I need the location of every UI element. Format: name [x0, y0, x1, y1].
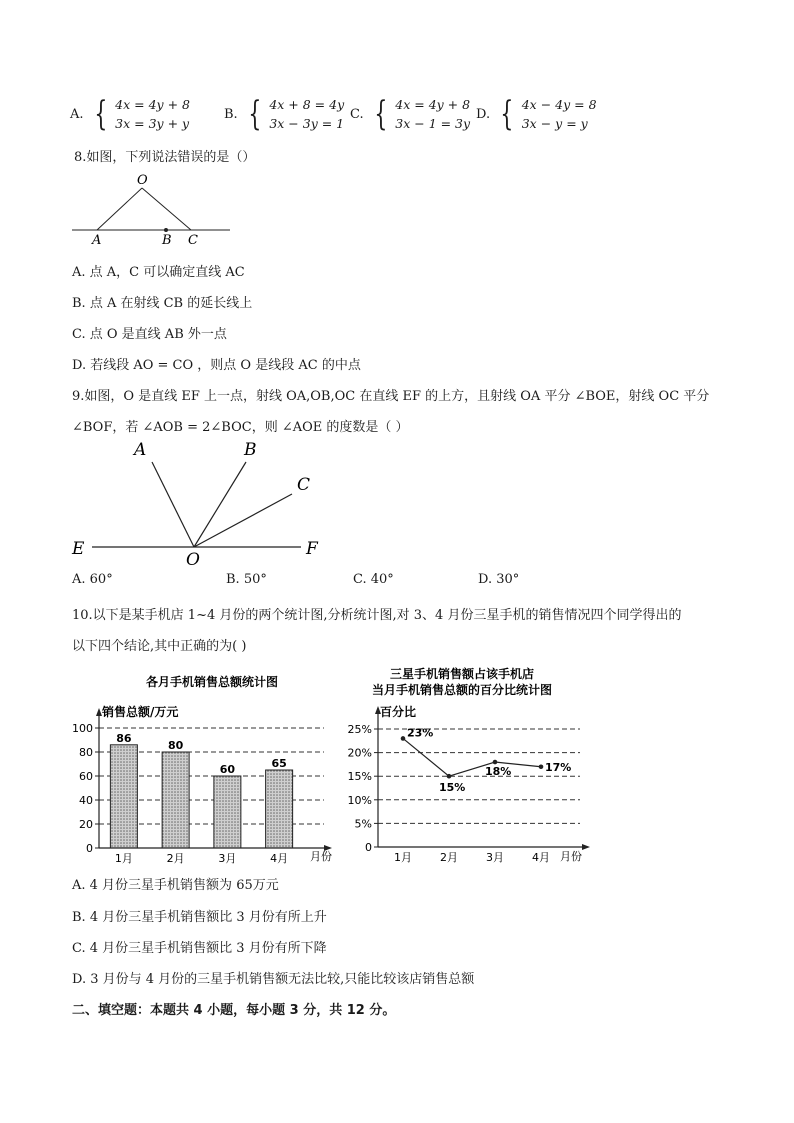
label-c: C — [297, 475, 311, 495]
line-chart-ylabel: 百分比 — [380, 705, 417, 719]
q9-figure — [68, 436, 338, 570]
q10-option-d: D. 3 月份与 4 月份的三星手机销售额无法比较,只能比较该店销售总额 — [72, 972, 475, 987]
label-f: F — [306, 539, 318, 559]
q7-c-eq2: 3x − 1 = 3y — [395, 116, 471, 131]
q10-option-b: B. 4 月份三星手机销售额比 3 月份有所上升 — [72, 910, 327, 925]
line-chart-y-tick-label: 20% — [347, 746, 372, 760]
line-chart-y-tick-label: 25% — [347, 723, 372, 736]
segment-ao — [97, 188, 142, 230]
q9-option-b: B. 50° — [226, 572, 267, 587]
line-chart-y-tick-label: 5% — [354, 817, 372, 831]
line-chart-point — [493, 760, 498, 765]
q7-option-b — [224, 95, 344, 133]
q7-c-eq1: 4x = 4y + 8 — [395, 97, 471, 112]
q7-a-eq2: 3x = 3y + y — [115, 116, 190, 131]
q9-option-c: C. 40° — [353, 572, 394, 587]
line-chart-y-tick-label: 15% — [347, 770, 372, 784]
bar-chart-bar — [214, 776, 241, 848]
ray-oc — [194, 494, 292, 547]
q9-option-d: D. 30° — [478, 572, 520, 587]
line-chart-y-tick-label: 10% — [347, 793, 372, 807]
line-chart-value-label: 18% — [485, 765, 512, 779]
line-chart-value-label: 17% — [545, 760, 572, 774]
bar-chart-value-label: 65 — [271, 757, 287, 770]
ray-oa — [152, 462, 194, 547]
q8-option-a: A. 点 A，C 可以确定直线 AC — [72, 265, 245, 280]
bar-chart-x-tick-label: 1月 — [114, 852, 133, 865]
line-chart-series-line — [403, 738, 541, 779]
line-chart-x-tick-label: 4月 — [532, 851, 550, 864]
label-a: A — [134, 440, 147, 460]
q7-option-b-label: B. — [224, 106, 238, 122]
line-chart-x-arrow — [582, 844, 590, 850]
bar-chart-x-tick-label: 4月 — [270, 852, 289, 865]
bar-chart-value-label: 86 — [116, 731, 132, 745]
line-chart-value-label: 15% — [439, 781, 466, 795]
brace-symbol: { — [248, 94, 261, 134]
q7-b-eq2: 3x − 3y = 1 — [269, 116, 345, 131]
q10-option-a: A. 4 月份三星手机销售额为 65万元 — [72, 878, 279, 893]
bar-chart-xlabel: 月份 — [310, 850, 332, 863]
brace-symbol: { — [93, 94, 107, 134]
q7-option-d — [476, 95, 597, 133]
line-chart-y-tick-label: 0 — [365, 841, 372, 854]
section-2-heading: 二、填空题：本题共 4 小题，每小题 3 分，共 12 分。 — [72, 1003, 396, 1018]
line-chart-value-label: 23% — [407, 726, 434, 740]
q9-option-a: A. 60° — [72, 572, 113, 587]
label-a: A — [92, 233, 102, 248]
q7-option-c-label: C. — [350, 106, 364, 122]
ray-ob — [194, 462, 246, 547]
bar-chart — [66, 668, 346, 868]
q7-a-eq1: 4x = 4y + 8 — [115, 97, 190, 112]
line-chart-xlabel: 月份 — [560, 850, 582, 863]
brace-symbol: { — [373, 94, 387, 134]
q9-stem-line1: 9.如图，O 是直线 EF 上一点，射线 OA,OB,OC 在直线 EF 的上方，且射线 OA 平分 ∠BOE，射线 OC 平分 — [72, 389, 710, 404]
bar-chart-bar — [110, 745, 137, 848]
label-o: O — [137, 173, 148, 188]
bar-chart-value-label: 80 — [167, 739, 184, 752]
line-chart-point — [401, 736, 406, 741]
line-chart-title-line1: 三星手机销售额占该手机店 — [390, 667, 535, 681]
q7-option-a-label: A. — [70, 106, 84, 122]
q7-d-eq1: 4x − 4y = 8 — [521, 97, 597, 112]
point-b — [164, 228, 168, 232]
bar-chart-x-tick-label: 2月 — [166, 852, 185, 865]
q7-option-c — [350, 95, 470, 133]
q7-b-eq1: 4x + 8 = 4y — [269, 97, 345, 112]
label-b: B — [162, 233, 172, 248]
q7-option-a — [70, 95, 190, 133]
q8-figure — [70, 168, 240, 250]
line-chart-point — [447, 774, 452, 779]
label-c: C — [188, 233, 198, 248]
bar-chart-title: 各月手机销售总额统计图 — [146, 675, 279, 689]
q9-stem-line2: ∠BOF，若 ∠AOB = 2∠BOC，则 ∠AOE 的度数是（ ） — [72, 420, 409, 435]
q10-option-c: C. 4 月份三星手机销售额比 3 月份有所下降 — [72, 941, 327, 956]
label-e: E — [72, 539, 85, 559]
bar-chart-y-tick-label: 80 — [79, 746, 93, 759]
bar-chart-bar — [266, 770, 293, 848]
line-chart-title-line2: 当月手机销售总额的百分比统计图 — [372, 683, 553, 697]
q8-option-d: D. 若线段 AO = CO ，则点 O 是线段 AC 的中点 — [72, 358, 361, 373]
bar-chart-value-label: 60 — [219, 763, 236, 776]
bar-chart-y-tick-label: 20 — [79, 818, 93, 831]
q10-stem-line1: 10.以下是某手机店 1~4 月份的两个统计图,分析统计图,对 3、4 月份三星手机的销售情况四个同学得出的 — [72, 608, 682, 623]
bar-chart-y-tick-label: 60 — [79, 770, 93, 783]
line-chart-x-tick-label: 3月 — [486, 851, 504, 864]
bar-chart-x-tick-label: 3月 — [218, 852, 237, 865]
q8-option-c: C. 点 O 是直线 AB 外一点 — [72, 327, 227, 342]
segment-oc — [142, 188, 191, 230]
q10-stem-line2: 以下四个结论,其中正确的为( ) — [72, 639, 247, 654]
label-o: O — [186, 550, 200, 570]
bar-chart-y-tick-label: 0 — [86, 842, 93, 855]
bar-chart-ylabel: 销售总额/万元 — [102, 705, 179, 719]
q8-stem: 8.如图，下列说法错误的是（） — [74, 150, 256, 165]
bar-chart-y-tick-label: 40 — [79, 794, 93, 807]
q7-d-eq2: 3x − y = y — [521, 116, 588, 131]
line-chart — [340, 662, 600, 868]
label-b: B — [244, 440, 257, 460]
q7-option-d-label: D. — [476, 106, 491, 122]
line-chart-x-tick-label: 1月 — [394, 851, 412, 864]
q8-option-b: B. 点 A 在射线 CB 的延长线上 — [72, 296, 253, 311]
line-chart-x-tick-label: 2月 — [440, 851, 458, 864]
brace-symbol: { — [500, 94, 514, 134]
bar-chart-bar — [162, 752, 189, 848]
bar-chart-y-tick-label: 100 — [72, 722, 93, 735]
line-chart-point — [539, 764, 544, 769]
